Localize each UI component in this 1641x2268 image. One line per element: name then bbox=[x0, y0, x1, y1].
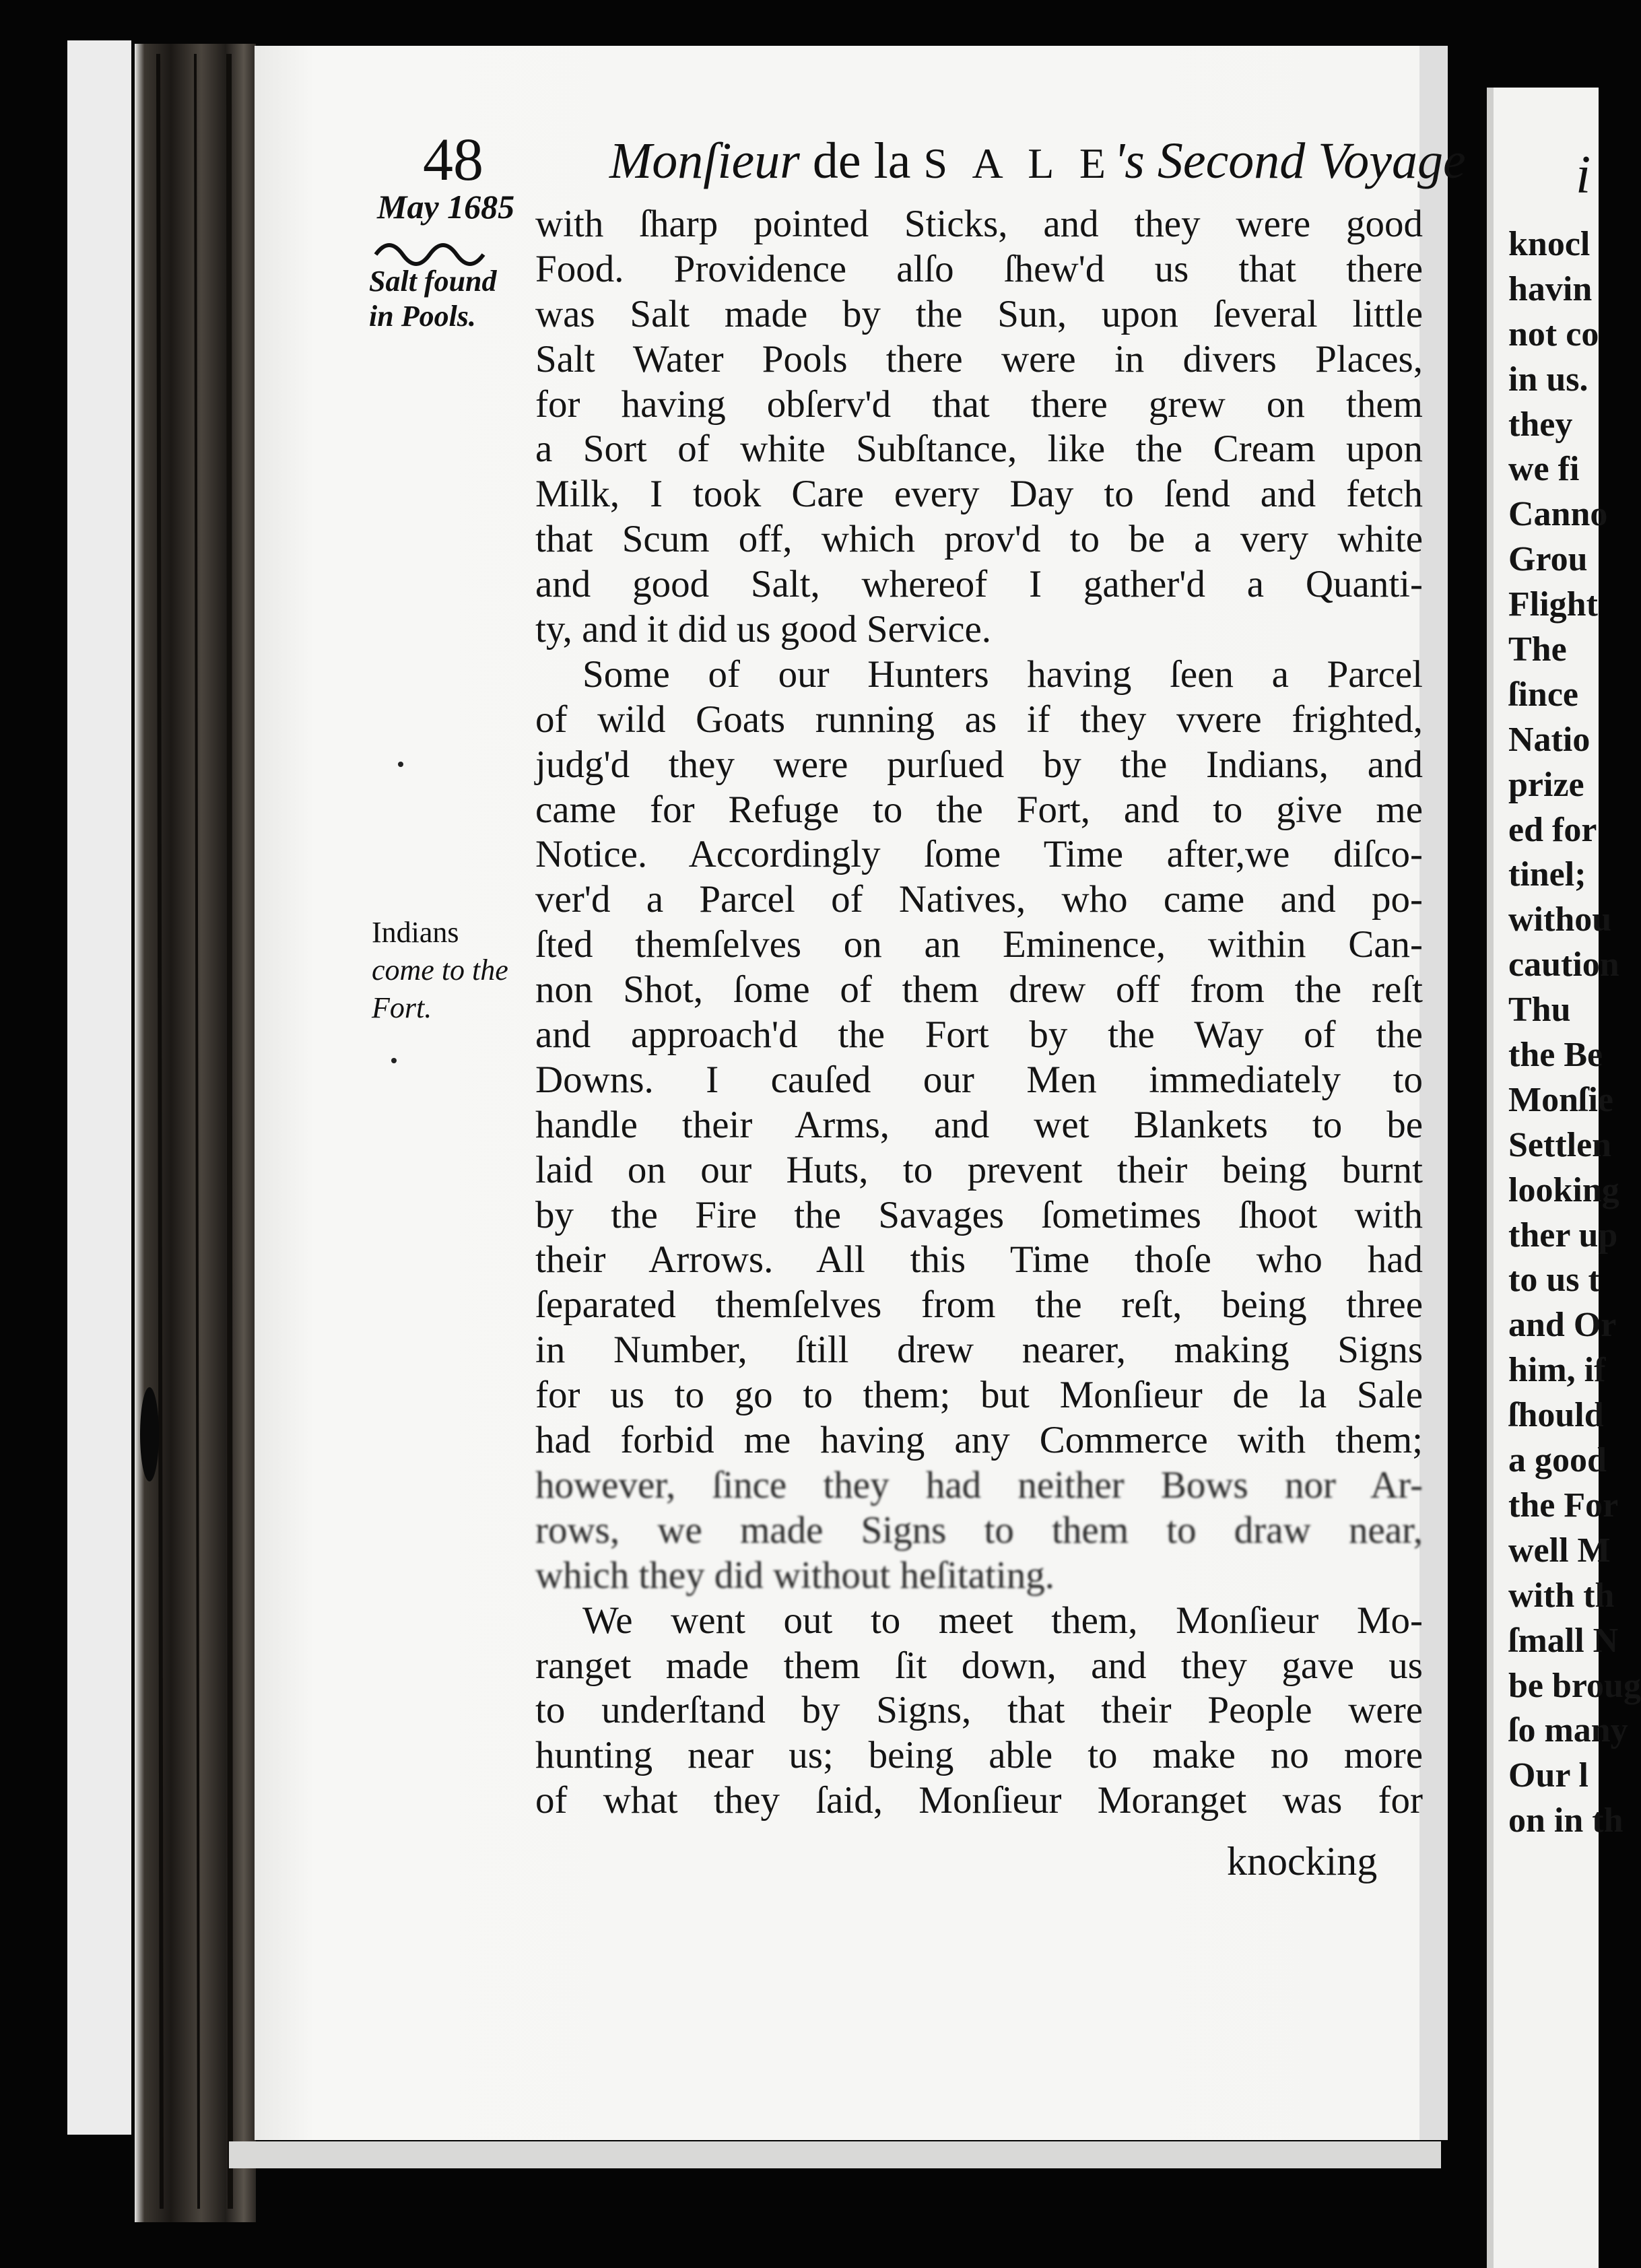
running-head-part1: Monſieur bbox=[609, 133, 813, 189]
right-line: Settlen bbox=[1508, 1125, 1612, 1164]
text-line: Downs. I cauſed our Men immediately to bbox=[535, 1058, 1423, 1101]
text-line: a Sort of white Subſtance, like the Cream upon bbox=[535, 428, 1423, 471]
text-line: was Salt made by the Sun, upon ſeveral little bbox=[535, 292, 1423, 335]
text-line: Notice. Accordingly ſome Time after,we diſco- bbox=[535, 833, 1423, 876]
margin-note-indians-line2: come to the bbox=[372, 954, 508, 987]
text-line: We went out to meet them, Monſieur Mo- bbox=[582, 1599, 1423, 1642]
text-line: however, ſince they had neither Bows nor Ar- bbox=[535, 1463, 1423, 1506]
margin-note-indians-line3: Fort. bbox=[372, 991, 432, 1024]
margin-note-salt bbox=[369, 264, 497, 334]
margin-note-indians-line1: Indians bbox=[372, 916, 459, 949]
text-line: Milk, I took Care every Day to ſend and fetch bbox=[535, 473, 1423, 516]
text-line: rows, we made Signs to them to draw near, bbox=[535, 1508, 1423, 1552]
text-line: non Shot, ſome of them drew off from the reſt bbox=[535, 968, 1423, 1011]
running-head-part2: de la bbox=[812, 133, 924, 189]
right-line: Thu bbox=[1508, 991, 1571, 1030]
left-margin-strip bbox=[67, 40, 131, 2135]
right-line: him, if bbox=[1508, 1351, 1606, 1390]
text-line: Salt Water Pools there were in divers Places, bbox=[535, 337, 1423, 380]
text-line: with ſharp pointed Sticks, and they were good bbox=[535, 203, 1423, 245]
text-line: Some of our Hunters having ſeen a Parcel bbox=[582, 653, 1423, 696]
right-line: Monſie bbox=[1508, 1080, 1613, 1119]
text-line: that Scum off, which prov'd to be a very white bbox=[535, 518, 1423, 561]
text-line: to underſtand by Signs, that their People were bbox=[535, 1689, 1423, 1732]
right-line: caution bbox=[1508, 945, 1619, 985]
text-line: had forbid me having any Commerce with them; bbox=[535, 1419, 1423, 1462]
text-line: of wild Goats running as if they vvere frighted, bbox=[535, 698, 1423, 741]
text-line: handle their Arms, and wet Blankets to be bbox=[535, 1103, 1423, 1146]
right-line: knocl bbox=[1508, 225, 1590, 263]
margin-note-date: May 1685 bbox=[377, 188, 515, 226]
text-line: in Number, ſtill drew nearer, making Signs bbox=[535, 1329, 1423, 1372]
right-line: ſmall N bbox=[1508, 1621, 1619, 1660]
text-line: came for Refuge to the Fort, and to give me bbox=[535, 788, 1423, 831]
right-line: they bbox=[1508, 405, 1573, 444]
right-line: in us. bbox=[1508, 360, 1588, 399]
text-line: and approach'd the Fort by the Way of the bbox=[535, 1013, 1423, 1057]
margin-note-salt-line2: in Pools. bbox=[369, 300, 476, 333]
text-line: which they did without heſitating. bbox=[535, 1554, 1054, 1597]
text-line: ſeparated themſelves from the reſt, being three bbox=[535, 1283, 1423, 1327]
text-line: for us to go to them; but Monſieur de la Sale bbox=[535, 1374, 1423, 1417]
right-line: the Be bbox=[1508, 1036, 1603, 1075]
text-line: hunting near us; being able to make no more bbox=[535, 1734, 1423, 1777]
running-head bbox=[609, 132, 1466, 197]
right-line: looking bbox=[1508, 1170, 1619, 1209]
text-line: ver'd a Parcel of Natives, who came and po- bbox=[535, 878, 1423, 921]
running-head-part3: S A L E bbox=[923, 139, 1114, 187]
text-line: for having obſerv'd that there grew on them bbox=[535, 382, 1423, 426]
text-line: ſted themſelves on an Eminence, within Can- bbox=[535, 923, 1423, 966]
right-line: ſince bbox=[1508, 675, 1578, 714]
right-line: ed for bbox=[1508, 810, 1597, 849]
text-line: ranget made them ſit down, and they gave us bbox=[535, 1644, 1423, 1687]
right-line: with th bbox=[1508, 1576, 1615, 1615]
right-line: the For bbox=[1508, 1486, 1619, 1525]
right-line: Flight bbox=[1508, 585, 1598, 624]
right-line: withou bbox=[1508, 900, 1612, 939]
right-line: Our l bbox=[1508, 1756, 1588, 1795]
text-line: of what they ſaid, Monſieur Moranget was for bbox=[535, 1779, 1423, 1822]
running-head-part4: 's Second Voyage bbox=[1114, 133, 1466, 189]
text-line: laid on our Huts, to prevent their being burnt bbox=[535, 1148, 1423, 1191]
right-line: be broug bbox=[1508, 1666, 1641, 1705]
right-line: well M bbox=[1508, 1531, 1611, 1570]
text-line: ty, and it did us good Service. bbox=[535, 608, 992, 651]
right-line: havin bbox=[1508, 269, 1593, 308]
margin-note-indians bbox=[372, 914, 508, 1027]
text-line: judg'd they were purſued by the Indians, and bbox=[535, 743, 1423, 786]
right-line: tinel; bbox=[1508, 855, 1586, 894]
right-line: Grou bbox=[1508, 540, 1588, 579]
right-page-text bbox=[1508, 222, 1641, 1844]
right-line: ther up bbox=[1508, 1215, 1618, 1255]
right-line: ſhould bbox=[1508, 1396, 1604, 1435]
right-page-head: i bbox=[1576, 145, 1591, 205]
right-line: prize bbox=[1508, 765, 1584, 804]
right-line: not co bbox=[1508, 314, 1599, 354]
right-line: we fi bbox=[1508, 450, 1580, 489]
catchword: knocking bbox=[1227, 1839, 1378, 1883]
right-line: Natio bbox=[1508, 720, 1590, 759]
right-line: on in th bbox=[1508, 1801, 1623, 1840]
margin-note-salt-line1: Salt found bbox=[369, 265, 497, 298]
right-line: Canno bbox=[1508, 495, 1608, 534]
text-line: and good Salt, whereof I gather'd a Quanti- bbox=[535, 563, 1423, 606]
text-line: by the Fire the Savages ſometimes ſhoot with bbox=[535, 1193, 1423, 1236]
body-text bbox=[535, 202, 1423, 1824]
right-line: The bbox=[1508, 630, 1567, 669]
right-line: to us t bbox=[1508, 1261, 1600, 1300]
right-line: a good bbox=[1508, 1441, 1607, 1480]
text-line: their Arrows. All this Time thoſe who had bbox=[535, 1238, 1423, 1281]
page-number: 48 bbox=[423, 127, 483, 193]
right-line: ſo many bbox=[1508, 1711, 1628, 1750]
right-line: and Or bbox=[1508, 1306, 1617, 1345]
text-line: Food. Providence alſo ſhew'd us that there bbox=[535, 247, 1423, 290]
